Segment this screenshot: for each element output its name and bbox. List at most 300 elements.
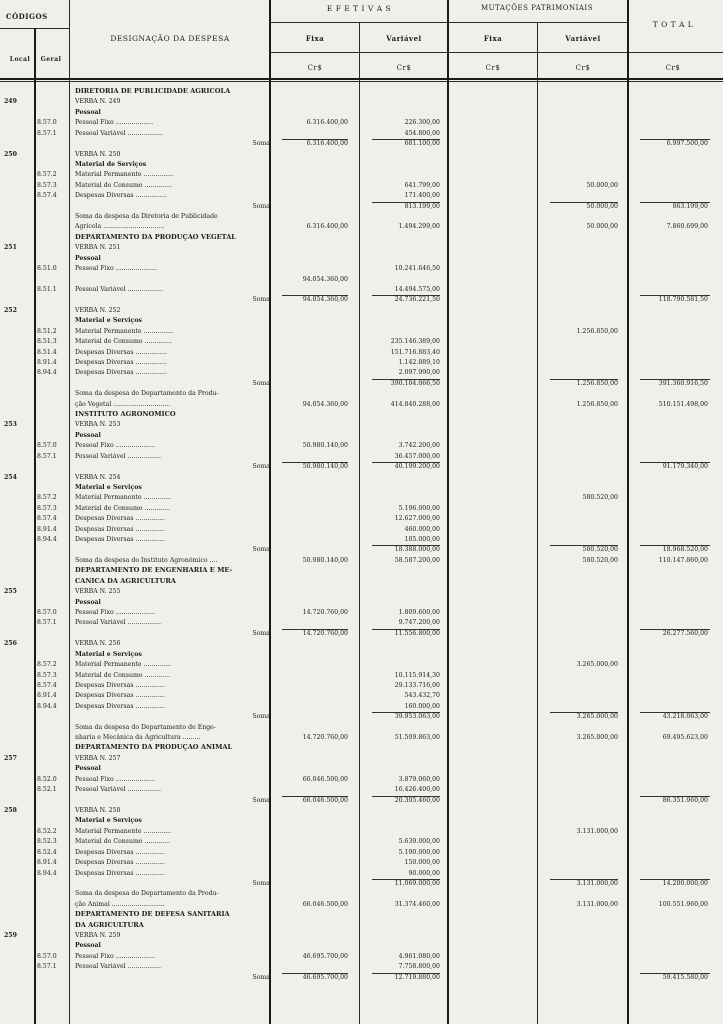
expense-description: VERBA N. 252 <box>75 306 121 314</box>
expense-description: Soma da despesa da Diretoria de Publicidade <box>75 213 218 221</box>
expense-description: Despesas Diversas ............... <box>75 848 165 856</box>
sum-rule <box>372 545 440 546</box>
total-value: 391.360.916,50 <box>658 379 708 387</box>
expense-description: Despesas Diversas ............... <box>75 536 165 544</box>
efetivas-variavel-value: 14.494.575,00 <box>394 285 440 293</box>
expense-description: Pessoal Variável ................. <box>75 963 162 971</box>
table-row <box>0 672 723 679</box>
total-value: 18.968.520,00 <box>662 546 708 554</box>
mutacao-variavel-value: 1.256.850,00 <box>576 327 618 335</box>
expense-description: Despesas Diversas ............... <box>75 702 165 710</box>
efetivas-variavel-value: 90.000,00 <box>408 869 440 877</box>
general-code: 8.94.4 <box>37 702 57 710</box>
local-code: 258 <box>4 806 17 814</box>
sum-rule <box>640 462 710 463</box>
expense-description: Pessoal <box>75 431 101 439</box>
expense-description: Despesas Diversas ............... <box>75 681 165 689</box>
expense-description: Despesas Diversas ............... <box>75 859 165 867</box>
efetivas-variavel-value: 454.800,00 <box>404 129 440 137</box>
sum-rule <box>372 379 440 380</box>
general-code: 8.57.3 <box>37 504 57 512</box>
efetivas-variavel-value: 4.961.080,00 <box>398 952 440 960</box>
expense-description: Material e Serviços <box>75 817 142 825</box>
table-row <box>0 713 723 720</box>
sum-rule <box>640 545 710 546</box>
designacao-header: DESIGNAÇÃO DA DESPESA <box>110 34 230 43</box>
table-row <box>0 526 723 533</box>
local-header: Local <box>9 56 31 63</box>
expense-description: Pessoal Fixo .................... <box>75 609 156 616</box>
efetivas-variavel-value: 5.639.000,00 <box>398 838 440 846</box>
table-row <box>0 234 723 241</box>
general-code: 8.52.2 <box>37 827 57 835</box>
expense-description: nharia e Mecânica da Agricultura ......... <box>75 734 201 742</box>
table-row <box>0 911 723 918</box>
local-code: 251 <box>4 244 17 252</box>
efetivas-fixa-value: 94.054.360,00 <box>302 296 348 304</box>
table-row <box>0 755 723 762</box>
expense-description: Material Permanente ............... <box>75 327 174 335</box>
sum-rule <box>372 462 440 463</box>
efetivas-variavel-value: 641.799,00 <box>404 181 440 189</box>
sum-rule <box>372 973 440 974</box>
efetivas-variavel-value: 10.241.646,50 <box>394 265 440 273</box>
sum-rule <box>550 712 618 713</box>
rule <box>0 78 723 80</box>
efetivas-variavel-value: 235.146.389,00 <box>390 338 440 346</box>
sum-rule <box>282 462 348 463</box>
efetivas-variavel-value: 36.457.000,00 <box>394 452 440 460</box>
table-row <box>0 703 723 710</box>
expense-description: Material e Serviços <box>75 317 142 325</box>
sum-rule <box>282 973 348 974</box>
table-row <box>0 619 723 626</box>
expense-description: Material e Serviços <box>75 483 142 491</box>
expense-description: VERBA N. 258 <box>75 806 121 814</box>
table-row <box>0 421 723 428</box>
expense-description: ção Vegetal ............................. <box>75 400 171 408</box>
efetivas-fixa-value: 66.046.500,00 <box>302 775 348 783</box>
expense-description: VERBA N. 256 <box>75 640 121 648</box>
sum-rule <box>640 379 710 380</box>
efetivas-variavel-value: 3.879.060,00 <box>398 775 440 783</box>
expense-description: Pessoal Variável .................. <box>75 285 163 293</box>
expense-description: CÂNICA DA AGRICULTURA <box>75 577 176 585</box>
local-code: 255 <box>4 588 17 596</box>
table-row <box>0 786 723 793</box>
general-code: 8.52.3 <box>37 838 57 846</box>
soma-label: Soma <box>252 140 270 148</box>
sum-rule <box>640 712 710 713</box>
efetivas-variavel-value: 151.716.883,40 <box>390 348 440 356</box>
table-row <box>0 838 723 845</box>
general-code: 8.57.1 <box>37 129 57 137</box>
sum-rule <box>282 139 348 140</box>
general-code: 8.57.0 <box>37 119 57 127</box>
efetivas-variavel-value: 1.809.600,00 <box>398 609 440 616</box>
general-code: 8.57.3 <box>37 671 57 679</box>
currency-label: Cr$ <box>307 64 323 72</box>
expense-description: DEPARTAMENTO DA PRODUÇÃO VEGETAL <box>75 233 236 241</box>
sum-rule <box>640 796 710 797</box>
expense-description: Pessoal Fixo .................... <box>75 775 156 783</box>
expense-description: Material de Consumo ............. <box>75 504 171 512</box>
rule <box>0 81 723 82</box>
general-code: 8.57.2 <box>37 661 57 669</box>
mutacao-variavel-value: 580.520,00 <box>582 494 618 502</box>
local-code: 254 <box>4 473 17 481</box>
efetivas-variavel-value: 171.400,00 <box>404 192 440 200</box>
efetivas-variavel-value: 150.000,00 <box>404 859 440 867</box>
currency-label: Cr$ <box>575 64 591 72</box>
table-row <box>0 130 723 137</box>
total-value: 86.351.960,00 <box>662 796 708 804</box>
general-code: 8.57.2 <box>37 494 57 502</box>
efetivas-fixa-value: 50.980.140,00 <box>302 442 348 450</box>
general-code: 8.57.0 <box>37 952 57 960</box>
total-value: 100.551.960,00 <box>658 900 708 908</box>
sum-rule <box>372 202 440 203</box>
expense-description: Pessoal Fixo ................... <box>75 119 154 127</box>
efetivas-variavel-value: 5.196.000,00 <box>398 504 440 512</box>
rule <box>270 22 628 23</box>
fixa-mutacao-header: Fixa <box>483 34 503 43</box>
sum-rule <box>640 629 710 630</box>
sum-rule <box>372 295 440 296</box>
table-row <box>0 244 723 251</box>
table-row <box>0 953 723 960</box>
table-row <box>0 98 723 105</box>
table-row <box>0 724 723 731</box>
expense-description: Agrícola ............................... <box>75 223 165 231</box>
general-code: 8.51.0 <box>37 265 57 273</box>
currency-label: Cr$ <box>396 64 412 72</box>
table-row <box>0 369 723 376</box>
table-row <box>0 901 723 908</box>
expense-description: Despesas Diversas ............... <box>75 525 165 533</box>
total-value: 863.199,00 <box>672 202 708 210</box>
total-value: 118.790.581,50 <box>658 296 708 304</box>
general-code: 8.57.3 <box>37 181 57 189</box>
efetivas-variavel-value: 390.104.066,50 <box>390 379 440 387</box>
table-row <box>0 307 723 314</box>
efetivas-fixa-value: 14.720.760,00 <box>302 609 348 616</box>
table-row <box>0 599 723 606</box>
expense-description: Despesas Diversas ................ <box>75 348 167 356</box>
efetivas-fixa-value: 66.046.500,00 <box>302 900 348 908</box>
variavel-mutacao-header: Variável <box>565 34 601 43</box>
expense-description: Pessoal Variável ................. <box>75 786 162 794</box>
total-value: 69.495.623,00 <box>662 734 708 742</box>
efetivas-fixa-value: 46.695.700,00 <box>302 973 348 981</box>
efetivas-variavel-value: 414.840.288,00 <box>390 400 440 408</box>
soma-label: Soma <box>252 463 270 471</box>
rule <box>270 52 723 53</box>
sum-rule <box>640 973 710 974</box>
table-row <box>0 338 723 345</box>
local-code: 249 <box>4 98 17 106</box>
table-row <box>0 807 723 814</box>
sum-rule <box>550 545 618 546</box>
table-row <box>0 932 723 939</box>
table-row <box>0 734 723 741</box>
table-row <box>0 963 723 970</box>
table-row <box>0 328 723 335</box>
expense-description: Pessoal Fixo ..................... <box>75 265 158 273</box>
variavel-header: Variável <box>386 34 422 43</box>
efetivas-variavel-value: 813.199,00 <box>404 202 440 210</box>
expense-description: Pessoal Fixo .................... <box>75 952 156 960</box>
table-row <box>0 390 723 397</box>
total-value: 59.415.580,00 <box>662 973 708 981</box>
fixa-header: Fixa <box>305 34 325 43</box>
expense-description: INSTITUTO AGRONÔMICO <box>75 411 176 419</box>
expense-description: VERBA N. 251 <box>75 244 121 252</box>
efetivas-variavel-value: 11.069.000,00 <box>394 879 440 887</box>
local-code: 252 <box>4 306 17 314</box>
table-row <box>0 88 723 95</box>
general-code: 8.51.1 <box>37 285 57 293</box>
mutacoes-header: MUTAÇÕES PATRIMONIAIS <box>481 4 593 12</box>
efetivas-variavel-value: 51.509.863,00 <box>394 734 440 742</box>
efetivas-variavel-value: 31.374.460,00 <box>394 900 440 908</box>
expense-description: Soma da despesa do Departamento da Produ- <box>75 390 219 398</box>
table-row <box>0 494 723 501</box>
mutacao-variavel-value: 3.265.000,00 <box>576 713 618 721</box>
general-code: 8.91.4 <box>37 692 57 700</box>
total-value: 26.277.560,00 <box>662 629 708 637</box>
expense-description: Material Permanente .............. <box>75 827 172 835</box>
currency-label: Cr$ <box>485 64 501 72</box>
sum-rule <box>372 879 440 880</box>
table-row <box>0 546 723 553</box>
local-code: 253 <box>4 421 17 429</box>
local-code: 257 <box>4 754 17 762</box>
table-row <box>0 317 723 324</box>
general-code: 8.91.4 <box>37 859 57 867</box>
expense-description: Material Permanente ............... <box>75 171 174 179</box>
expense-description: Despesas Diversas ................ <box>75 192 167 200</box>
table-row <box>0 661 723 668</box>
sum-rule <box>282 629 348 630</box>
expense-description: DA AGRICULTURA <box>75 921 144 929</box>
efetivas-fixa-value: 50.980.140,00 <box>302 556 348 564</box>
mutacao-variavel-value: 3.131.000,00 <box>576 879 618 887</box>
table-row <box>0 453 723 460</box>
sum-rule <box>640 202 710 203</box>
table-row <box>0 484 723 491</box>
local-code: 250 <box>4 150 17 158</box>
table-row <box>0 828 723 835</box>
expense-description: Despesas Diversas ............... <box>75 515 165 523</box>
soma-label: Soma <box>252 202 270 210</box>
total-value: 510.151.498,00 <box>658 400 708 408</box>
table-row <box>0 870 723 877</box>
efetivas-variavel-value: 543.432,70 <box>404 692 440 700</box>
sum-rule <box>640 139 710 140</box>
efetivas-fixa-value: 6.316.400,00 <box>306 140 348 148</box>
general-code: 8.52.4 <box>37 848 57 856</box>
efetivas-variavel-value: 105.000,00 <box>404 536 440 544</box>
soma-label: Soma <box>252 879 270 887</box>
sum-rule <box>282 796 348 797</box>
expense-description: Despesas Diversas ................ <box>75 369 167 377</box>
table-row <box>0 974 723 981</box>
table-row <box>0 411 723 418</box>
table-row <box>0 797 723 804</box>
table-row <box>0 890 723 897</box>
expense-description: Pessoal Variável .................. <box>75 129 163 137</box>
expense-description: VERBA N. 253 <box>75 421 121 429</box>
table-row <box>0 578 723 585</box>
expense-description: Material e Serviços <box>75 650 142 658</box>
efetivas-fixa-value: 14.720.760,00 <box>302 629 348 637</box>
table-row <box>0 776 723 783</box>
table-row <box>0 640 723 647</box>
mutacao-variavel-value: 50.000,00 <box>586 223 618 231</box>
table-row <box>0 536 723 543</box>
geral-header: Geral <box>40 56 62 63</box>
efetivas-fixa-value: 14.720.760,00 <box>302 734 348 742</box>
soma-label: Soma <box>252 713 270 721</box>
general-code: 8.57.4 <box>37 681 57 689</box>
table-row <box>0 171 723 178</box>
expense-description: Soma da despesa do Instituto Agronômico .... <box>75 556 218 564</box>
expense-description: Soma da despesa do Departamento da Produ- <box>75 890 219 898</box>
general-code: 8.94.4 <box>37 869 57 877</box>
table-row <box>0 682 723 689</box>
table-row <box>0 692 723 699</box>
efetivas-fixa-value: 6.316.400,00 <box>306 223 348 231</box>
efetivas-variavel-value: 681.100,00 <box>404 140 440 148</box>
local-code: 259 <box>4 932 17 940</box>
expense-description: Pessoal <box>75 765 101 773</box>
mutacao-variavel-value: 1.256.850,00 <box>576 379 618 387</box>
soma-label: Soma <box>252 796 270 804</box>
table-row <box>0 557 723 564</box>
expense-description: Pessoal Variável ................. <box>75 619 162 627</box>
table-row <box>0 567 723 574</box>
table-row <box>0 463 723 470</box>
expense-description: VERBA N. 255 <box>75 588 121 596</box>
efetivas-variavel-value: 3.742.200,00 <box>398 442 440 450</box>
mutacao-variavel-value: 50.000,00 <box>586 181 618 189</box>
table-row <box>0 651 723 658</box>
efetivas-variavel-value: 20.305.460,00 <box>394 796 440 804</box>
mutacao-variavel-value: 1.256.850,00 <box>576 400 618 408</box>
total-value: 43.218.063,00 <box>662 713 708 721</box>
general-code: 8.57.1 <box>37 452 57 460</box>
general-code: 8.57.0 <box>37 609 57 616</box>
soma-label: Soma <box>252 296 270 304</box>
sum-rule <box>372 712 440 713</box>
table-row <box>0 119 723 126</box>
efetivas-fixa-value: 94.054.360,00 <box>302 275 348 283</box>
expense-description: Material de Consumo .............. <box>75 338 173 346</box>
table-row <box>0 223 723 230</box>
total-value: 6.997.500,00 <box>666 140 708 148</box>
soma-label: Soma <box>252 379 270 387</box>
expense-description: VERBA N. 249 <box>75 98 121 106</box>
table-row <box>0 880 723 887</box>
table-row <box>0 276 723 283</box>
mutacao-variavel-value: 580.520,00 <box>582 546 618 554</box>
expense-description: Despesas Diversas ............... <box>75 692 165 700</box>
total-value: 14.200.000,00 <box>662 879 708 887</box>
table-row <box>0 182 723 189</box>
table-row <box>0 286 723 293</box>
table-row <box>0 744 723 751</box>
expense-description: Pessoal Variável ................. <box>75 452 162 460</box>
sum-rule <box>550 879 618 880</box>
expense-description: VERBA N. 254 <box>75 473 121 481</box>
efetivas-variavel-value: 16.426.400,00 <box>394 786 440 794</box>
expense-description: Despesas Diversas ................ <box>75 358 167 366</box>
expense-description: Pessoal <box>75 598 101 606</box>
expense-description: Pessoal <box>75 942 101 950</box>
expense-description: ção Animal ........................... <box>75 900 165 908</box>
expense-description: VERBA N. 250 <box>75 150 121 158</box>
efetivas-fixa-value: 66.046.500,00 <box>302 796 348 804</box>
efetivas-fixa-value: 46.695.700,00 <box>302 952 348 960</box>
total-header: T O T A L <box>652 20 694 29</box>
table-row <box>0 192 723 199</box>
expense-description: Pessoal Fixo .................... <box>75 442 156 450</box>
table-row <box>0 255 723 262</box>
table-row <box>0 474 723 481</box>
expense-description: Pessoal <box>75 108 101 116</box>
total-value: 110.147.860,00 <box>658 556 708 564</box>
table-row <box>0 765 723 772</box>
table-row <box>0 161 723 168</box>
expense-description: DEPARTAMENTO DE DEFESA SANITÁRIA <box>75 911 230 919</box>
table-row <box>0 359 723 366</box>
table-row <box>0 349 723 356</box>
table-row <box>0 942 723 949</box>
general-code: 8.51.2 <box>37 327 57 335</box>
general-code: 8.51.4 <box>37 348 57 356</box>
efetivas-variavel-value: 1.142.889,10 <box>398 358 440 366</box>
efetivas-variavel-value: 12.719.880,00 <box>394 973 440 981</box>
expense-description: Material de Serviços <box>75 160 147 168</box>
sum-rule <box>372 796 440 797</box>
efetivas-fixa-value: 6.316.400,00 <box>306 119 348 127</box>
sum-rule <box>550 379 618 380</box>
local-code: 256 <box>4 640 17 648</box>
table-row <box>0 588 723 595</box>
soma-label: Soma <box>252 546 270 554</box>
soma-label: Soma <box>252 629 270 637</box>
mutacao-variavel-value: 3.131.000,00 <box>576 827 618 835</box>
table-row <box>0 401 723 408</box>
expense-description: VERBA N. 257 <box>75 754 121 762</box>
sum-rule <box>372 139 440 140</box>
general-code: 8.57.4 <box>37 515 57 523</box>
sum-rule <box>640 295 710 296</box>
table-row <box>0 922 723 929</box>
table-row <box>0 109 723 116</box>
codigos-header: CÓDIGOS <box>6 12 48 21</box>
general-code: 8.57.0 <box>37 442 57 450</box>
currency-label: Cr$ <box>665 64 681 72</box>
expense-description: Material de Consumo .............. <box>75 181 173 189</box>
efetivas-variavel-value: 11.556.800,00 <box>394 629 440 637</box>
efetivas-header: E F E T I V A S <box>326 4 392 13</box>
table-row <box>0 265 723 272</box>
table-row <box>0 203 723 210</box>
general-code: 8.94.4 <box>37 536 57 544</box>
efetivas-variavel-value: 2.097.990,00 <box>398 369 440 377</box>
